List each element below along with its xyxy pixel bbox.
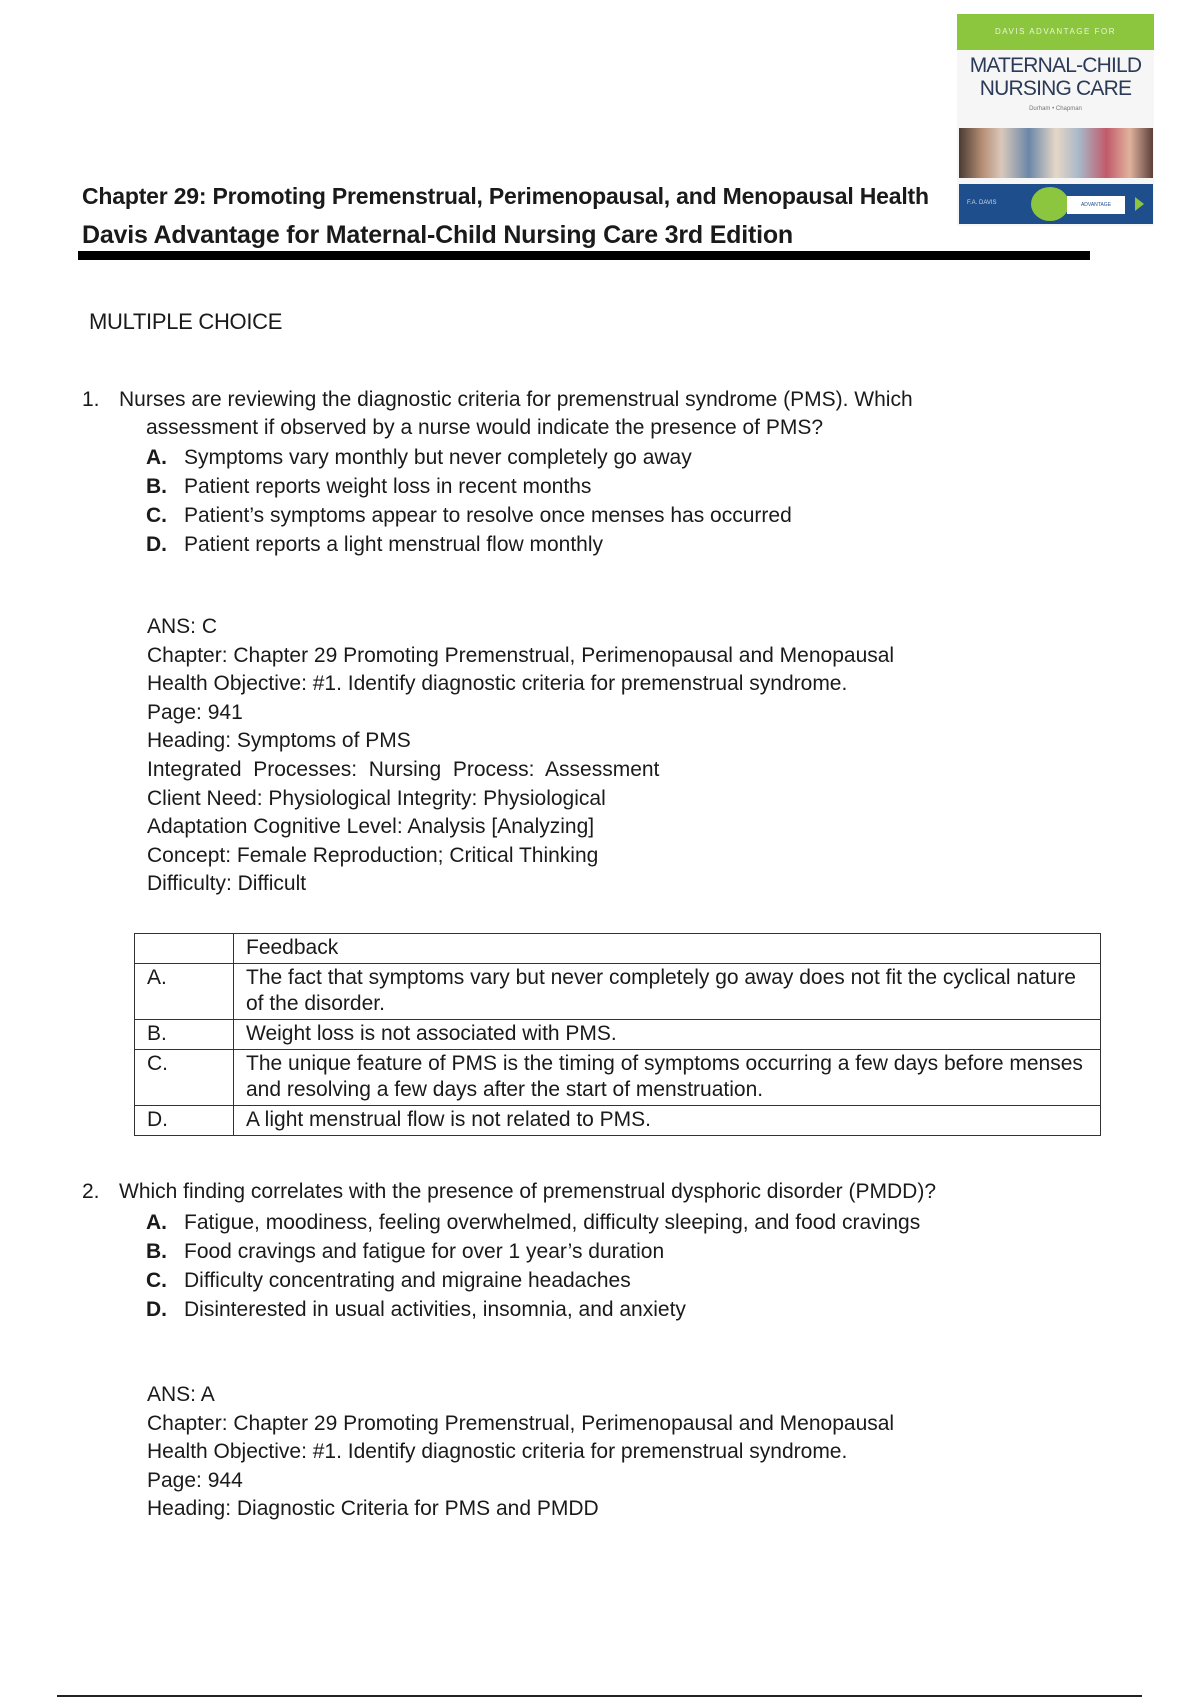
footer-divider [57, 1695, 1142, 1697]
meta-heading: Heading: Diagnostic Criteria for PMS and PMDD [147, 1497, 599, 1521]
option-b: B. Food cravings and fatigue for over 1 year’s duration [146, 1240, 665, 1263]
option-c: C. Difficulty concentrating and migraine headaches [146, 1269, 631, 1292]
question-1 [82, 385, 1042, 559]
answer-options [146, 443, 1042, 559]
table-row: B. Weight loss is not associated with PMS. [135, 1020, 1101, 1050]
meta-heading: Heading: Symptoms of PMS [147, 729, 411, 753]
answer-metadata-1 [147, 613, 1047, 899]
header-divider [78, 251, 1090, 260]
question-stem: 1. Nurses are reviewing the diagnostic criteria for premenstrual syndrome (PMS). Which [82, 385, 1042, 414]
answer-metadata-2 [147, 1381, 1047, 1524]
answer-key: ANS: C [147, 615, 218, 638]
option-a: A. Fatigue, moodiness, feeling overwhelmed, difficulty sleeping, and food cravings [146, 1211, 921, 1234]
tree-icon [1031, 187, 1069, 221]
question-number: 2. [82, 1180, 100, 1203]
meta-processes: Integrated Processes: Nursing Process: Assessment [147, 757, 660, 781]
meta-page: Page: 941 [147, 700, 243, 724]
meta-chapter: Chapter: Chapter 29 Promoting Premenstrual, Perimenopausal and Menopausal [147, 1411, 895, 1435]
question-number: 1. [82, 388, 100, 411]
question-stem: 2. Which finding correlates with the presence of premenstrual dysphoric disorder (PMDD)? [82, 1177, 1042, 1206]
meta-objective: Health Objective: #1. Identify diagnostic criteria for premenstrual syndrome. [147, 672, 848, 696]
option-d: D. Patient reports a light menstrual flow monthly [146, 533, 604, 556]
table-row: A. The fact that symptoms vary but never completely go away does not fit the cyclical nature of the disorder. [135, 964, 1101, 1020]
cover-authors: Durham • Chapman [1029, 106, 1082, 112]
book-cover-image [957, 14, 1154, 226]
chapter-title: Chapter 29: Promoting Premenstrual, Perimenopausal, and Menopausal Health [82, 183, 929, 209]
option-a: A. Symptoms vary monthly but never completely go away [146, 446, 692, 469]
cover-title: MATERNAL-CHILD NURSING CARE [969, 54, 1142, 100]
feedback-header: Feedback [234, 934, 1101, 964]
meta-page: Page: 944 [147, 1468, 243, 1492]
option-c: C. Patient’s symptoms appear to resolve once menses has occurred [146, 504, 792, 527]
meta-chapter: Chapter: Chapter 29 Promoting Premenstrual, Perimenopausal and Menopausal [147, 643, 895, 667]
option-b: B. Patient reports weight loss in recent months [146, 475, 592, 498]
cover-photo [959, 128, 1153, 178]
option-d: D. Disinterested in usual activities, insomnia, and anxiety [146, 1298, 686, 1321]
book-title: Davis Advantage for Maternal-Child Nursing Care 3rd Edition [82, 221, 794, 249]
table-row: D. A light menstrual flow is not related to PMS. [135, 1106, 1101, 1136]
question-stem-cont: assessment if observed by a nurse would indicate the presence of PMS? [146, 416, 824, 439]
meta-concept: Concept: Female Reproduction; Critical Thinking [147, 843, 599, 867]
section-heading: MULTIPLE CHOICE [89, 309, 283, 334]
meta-objective: Health Objective: #1. Identify diagnostic criteria for premenstrual syndrome. [147, 1440, 848, 1464]
meta-difficulty: Difficulty: Difficult [147, 872, 307, 896]
play-arrow-icon [1135, 197, 1144, 211]
cover-bottom-band [959, 184, 1153, 224]
question-2 [82, 1177, 1042, 1324]
feedback-table [134, 933, 1101, 1136]
meta-client-need: Client Need: Physiological Integrity: Physiological [147, 786, 606, 810]
table-row: C. The unique feature of PMS is the timing of symptoms occurring a few days before menses and resolving a few days after the start of menstruation. [135, 1050, 1101, 1106]
advantage-badge: ADVANTAGE [1067, 196, 1125, 214]
cover-band: DAVIS ADVANTAGE FOR [957, 14, 1154, 50]
answer-options [146, 1208, 1042, 1324]
table-header-row [135, 934, 1101, 964]
answer-key: ANS: A [147, 1383, 215, 1406]
publisher-logo: F.A. DAVIS [967, 200, 997, 206]
meta-cognitive-level: Adaptation Cognitive Level: Analysis [Analyzing] [147, 815, 595, 839]
